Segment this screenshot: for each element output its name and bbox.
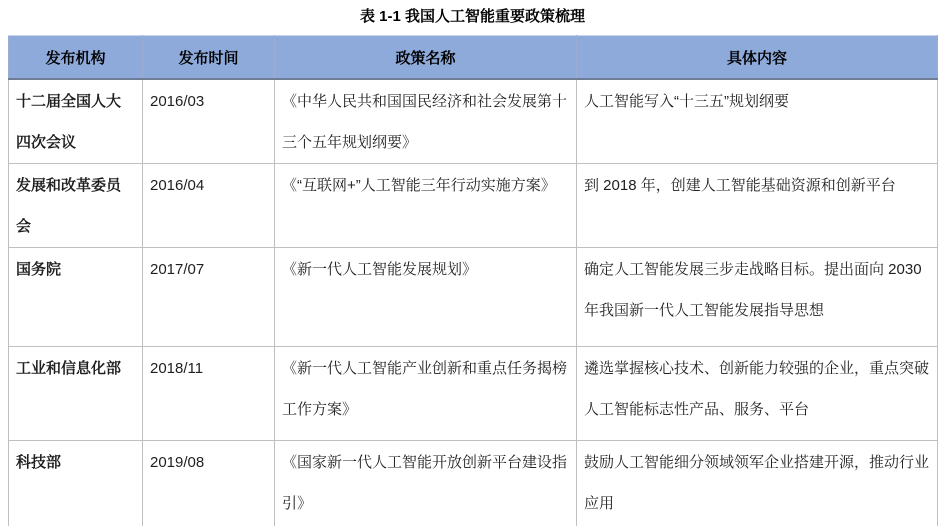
date-cell: 2019/08 bbox=[143, 441, 275, 526]
policy-cell: 《“互联网+”人工智能三年行动实施方案》 bbox=[275, 164, 577, 248]
detail-cell: 人工智能写入“十三五”规划纲要 bbox=[577, 79, 938, 164]
detail-cell: 遴选掌握核心技术、创新能力较强的企业，重点突破人工智能标志性产品、服务、平台 bbox=[577, 347, 938, 441]
policy-cell: 《国家新一代人工智能开放创新平台建设指引》 bbox=[275, 441, 577, 526]
table-header-row bbox=[9, 36, 938, 80]
table-row bbox=[9, 347, 938, 441]
table-row bbox=[9, 248, 938, 347]
date-cell: 2018/11 bbox=[143, 347, 275, 441]
table-row bbox=[9, 79, 938, 164]
org-cell: 国务院 bbox=[9, 248, 143, 347]
org-cell: 科技部 bbox=[9, 441, 143, 526]
table-row bbox=[9, 164, 938, 248]
policy-cell: 《新一代人工智能产业创新和重点任务揭榜工作方案》 bbox=[275, 347, 577, 441]
column-header-detail: 具体内容 bbox=[577, 36, 938, 80]
column-header-policy: 政策名称 bbox=[275, 36, 577, 80]
org-cell: 发展和改革委员会 bbox=[9, 164, 143, 248]
policy-table bbox=[8, 35, 938, 526]
column-header-org: 发布机构 bbox=[9, 36, 143, 80]
detail-cell: 鼓励人工智能细分领域领军企业搭建开源，推动行业应用 bbox=[577, 441, 938, 526]
date-cell: 2016/03 bbox=[143, 79, 275, 164]
org-cell: 工业和信息化部 bbox=[9, 347, 143, 441]
policy-cell: 《中华人民共和国国民经济和社会发展第十三个五年规划纲要》 bbox=[275, 79, 577, 164]
detail-cell: 确定人工智能发展三步走战略目标。提出面向 2030 年我国新一代人工智能发展指导思想 bbox=[577, 248, 938, 347]
policy-cell: 《新一代人工智能发展规划》 bbox=[275, 248, 577, 347]
org-cell: 十二届全国人大四次会议 bbox=[9, 79, 143, 164]
detail-cell: 到 2018 年，创建人工智能基础资源和创新平台 bbox=[577, 164, 938, 248]
table-row bbox=[9, 441, 938, 526]
date-cell: 2016/04 bbox=[143, 164, 275, 248]
table-caption: 表 1-1 我国人工智能重要政策梳理 bbox=[359, 8, 586, 25]
date-cell: 2017/07 bbox=[143, 248, 275, 347]
column-header-date: 发布时间 bbox=[143, 36, 275, 80]
